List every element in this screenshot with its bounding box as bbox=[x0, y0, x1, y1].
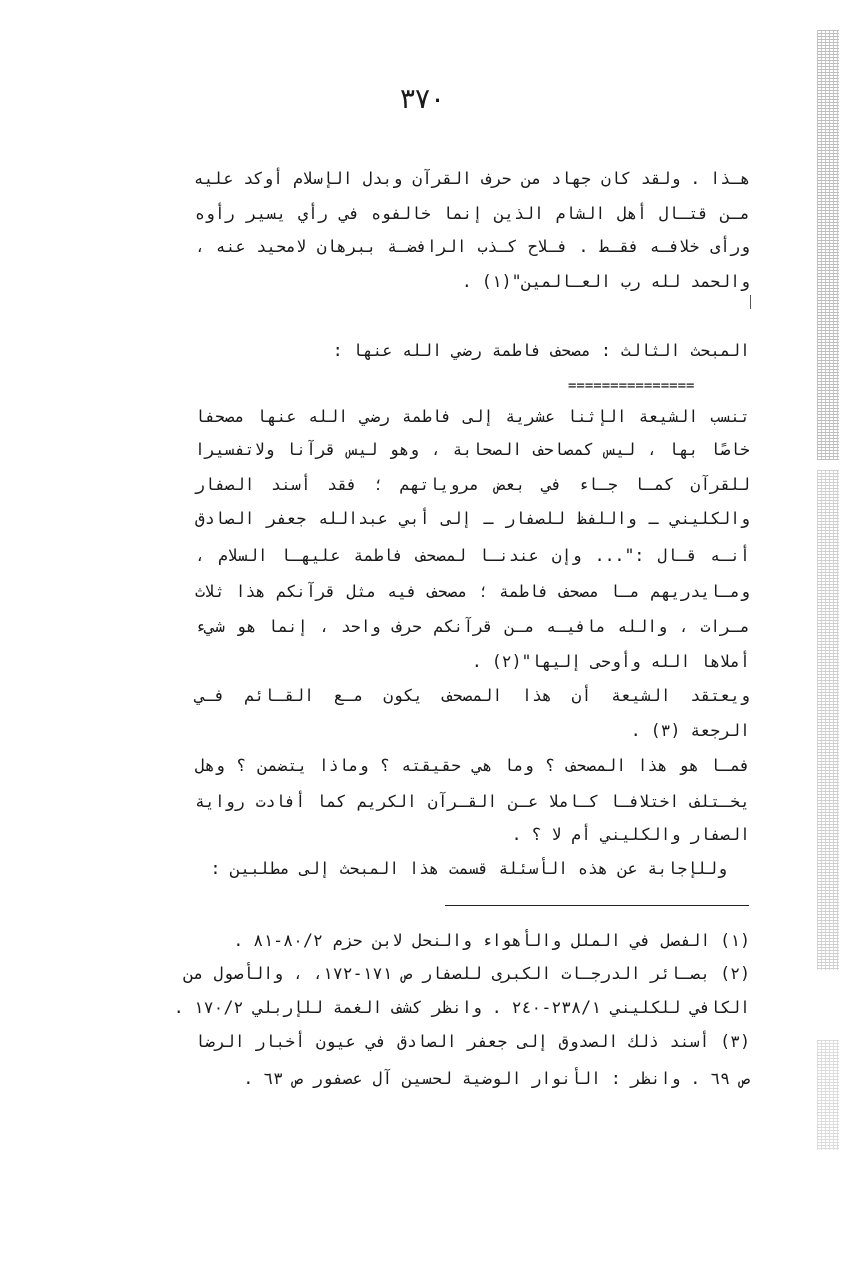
heading-underline: =============== bbox=[568, 378, 695, 394]
text-line: والكليني ـ واللفظ للصفار ـ إلى أبي عبدالله جعفر الصادق bbox=[195, 509, 750, 528]
text-line: ويعتقد الشيعة أن هذا المصحف يكون مـع القـائم فـي bbox=[195, 686, 750, 705]
footnote-line: ص ٦٩ . وانظر : الأنوار الوضية لحسين آل عصفور ص ٦٣ . bbox=[243, 1069, 750, 1088]
text-line: أنـه قـال :"... وإن عندنـا لمصحف فاطمة عليهـا السلام ، bbox=[195, 546, 750, 565]
scan-edge-artifact bbox=[817, 470, 839, 970]
text-line: خاصًا بها ، ليس كمصاحف الصحابة ، وهو ليس قرآنا ولاتفسيرا bbox=[195, 440, 750, 459]
text-line: وللإجابة عن هذه الأسئلة قسمت هذا المبحث إلى مطلبين : bbox=[210, 859, 727, 878]
text-line: هـذا . ولقد كان جهاد من حرف القرآن وبدل الإسلام أوكد عليه bbox=[193, 169, 750, 188]
section-heading: المبحث الثالث : مصحف فاطمة رضي الله عنها : bbox=[332, 341, 750, 360]
text-line: تنسب الشيعة الإثنا عشرية إلى فاطمة رضي الله عنها مصحفا bbox=[195, 407, 750, 426]
text-line: ورأى خلافـه فقـط . فـلاح كـذب الرافضـة ببرهان لامحيد عنه ، bbox=[195, 237, 750, 256]
text-line: ومـايدريهم مـا مصحف فاطمة ؛ مصحف فيه مثل قرآنكم هذا ثلاث bbox=[195, 582, 750, 601]
text-line: مـرات ، والله مافيـه مـن قرآنكم حرف واحد ، إنما هو شيء bbox=[195, 617, 750, 636]
text-line: مـن قتـال أهل الشام الذين إنما خالفوه في رأي يسير رأوه bbox=[195, 204, 750, 223]
text-line: الرجعة (٣) . bbox=[630, 721, 750, 740]
margin-mark bbox=[750, 295, 751, 309]
text-line: يخـتلف اختلافـا كـاملا عـن القـرآن الكريم كما أفادت رواية bbox=[195, 792, 750, 811]
footnote-line: (٢) بصـائر الدرجـات الكبرى للصفار ص ١٧١-١٧٢، ، والأصول من bbox=[183, 964, 750, 983]
text-line: للقرآن كمـا جـاء في بعض مروياتهم ؛ فقد أسند الصفار bbox=[195, 475, 750, 494]
footnote-line: الكافي للكليني ٢٣٨/١-٢٤٠ . وانظر كشف الغمة للإربلي ١٧٠/٢ . bbox=[173, 998, 750, 1017]
text-line: والحمد لله رب العـالمين"(١) . bbox=[461, 272, 750, 291]
footnote-line: (٣) أسند ذلك الصدوق إلى جعفر الصادق في عيون أخبار الرضا bbox=[195, 1032, 750, 1051]
text-line: الصفار والكليني أم لا ؟ . bbox=[511, 825, 750, 844]
page-number: ٣٧٠ bbox=[399, 82, 446, 115]
footnote-separator bbox=[445, 905, 749, 906]
text-line: فمـا هو هذا المصحف ؟ وما هي حقيقته ؟ وماذا يتضمن ؟ وهل bbox=[195, 756, 750, 775]
text-line: أملاها الله وأوحى إليها"(٢) . bbox=[471, 652, 750, 671]
scan-edge-artifact bbox=[817, 1040, 839, 1150]
footnote-line: (١) الفصل في الملل والأهواء والنحل لابن حزم ٨٠/٢-٨١ . bbox=[233, 931, 750, 950]
